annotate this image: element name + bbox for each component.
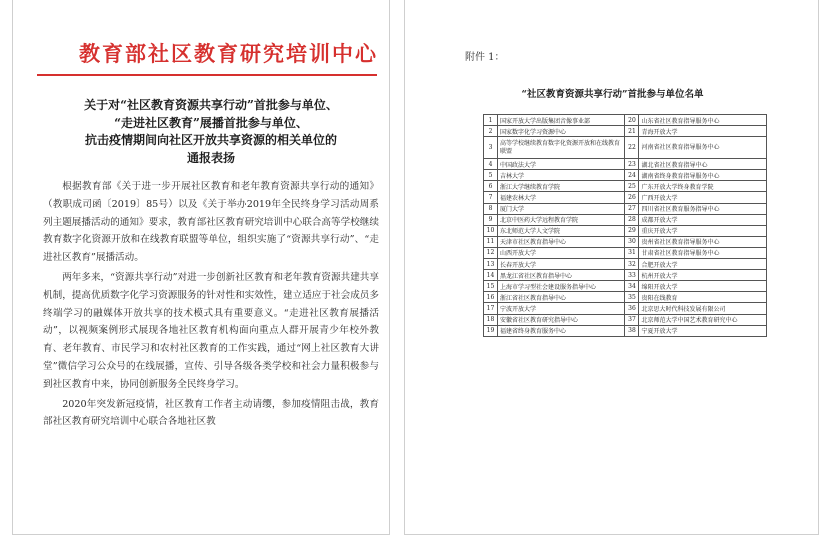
document-page-left [12, 0, 390, 535]
unit-name-cell: 杭州开放大学 [639, 270, 767, 281]
unit-name-cell: 黑龙江省社区教育指导中心 [497, 270, 625, 281]
unit-name-cell: 合肥开放大学 [639, 259, 767, 270]
row-number-cell: 36 [625, 303, 639, 314]
row-number-cell: 21 [625, 126, 639, 137]
unit-name-cell: 浙江大学继续教育学院 [497, 181, 625, 192]
unit-name-cell: 浙江省社区教育指导中心 [497, 292, 625, 303]
table-row [484, 247, 767, 258]
row-number-cell: 28 [625, 214, 639, 225]
title-line: 关于对“社区教育资源共享行动”首批参与单位、 [84, 98, 338, 112]
unit-name-cell: 福建省终身教育服务中心 [497, 325, 625, 336]
row-number-cell: 16 [484, 292, 498, 303]
row-number-cell: 35 [625, 292, 639, 303]
title-line: 通报表扬 [186, 150, 235, 165]
table-row [484, 203, 767, 214]
unit-name-cell: 宁波开放大学 [497, 303, 625, 314]
unit-name-cell: 湖南省终身教育指导服务中心 [639, 170, 767, 181]
row-number-cell: 9 [484, 214, 498, 225]
unit-name-cell: 重庆开放大学 [639, 225, 767, 236]
unit-name-cell: 四川省社区教育服务指导中心 [639, 203, 767, 214]
row-number-cell: 10 [484, 225, 498, 236]
row-number-cell: 6 [484, 181, 498, 192]
row-number-cell: 4 [484, 159, 498, 170]
list-title: “社区教育资源共享行动”首批参与单位名单 [521, 89, 704, 100]
unit-name-cell: 广西开放大学 [639, 192, 767, 203]
body-paragraph: 根据教育部《关于进一步开展社区教育和老年教育资源共享行动的通知》（教职成司函〔2019〕85号）以及《关于举办2019年全民终身学习活动周系列主题展播活动的通知》要求，教育部社区教育研究培训中心联合高等学校继续教育数字化资源开放和在线教育联盟等单位，组织实施了“资源共享行动”、“走进社区教育”展播活动。 [43, 181, 379, 264]
row-number-cell: 23 [625, 159, 639, 170]
unit-name-cell: 安徽省社区教育研究指导中心 [497, 314, 625, 325]
row-number-cell: 32 [625, 259, 639, 270]
body-paragraph: 两年多来，“资源共享行动”对进一步创新社区教育和老年教育资源共建共享机制，提高优质数字化学习资源服务的针对性和实效性，建立适应于社会成员多终端学习的融媒体开放共享的技术模式具有重要意义。“走进社区教育展播活动”，以视频案例形式展现各地社区教育机构面向重点人群开展青少年校外教育、老年教育、市民学习和农村社区教育的工作实践，通过“网上社区教育大讲堂”微信学习公众号的在线展播，宣传、引导各级各类学校和社会力量积极参与到社区教育中来，协同创新服务全民终身学习。 [43, 271, 379, 390]
document-page-right [404, 0, 819, 535]
document-body [43, 178, 379, 431]
unit-name-cell: 北京中医药大学远程教育学院 [497, 214, 625, 225]
annex-label: 附件 1： [465, 52, 505, 63]
row-number-cell: 12 [484, 247, 498, 258]
table-row [484, 137, 767, 159]
table-row [484, 270, 767, 281]
table-row [484, 115, 767, 126]
unit-name-cell: 山东省社区教育指导服务中心 [639, 115, 767, 126]
row-number-cell: 37 [625, 314, 639, 325]
unit-name-cell: 湖北省社区教育指导中心 [639, 159, 767, 170]
table-row [484, 303, 767, 314]
table-row [484, 325, 767, 336]
row-number-cell: 8 [484, 203, 498, 214]
unit-name-cell: 宁夏开放大学 [639, 325, 767, 336]
row-number-cell: 26 [625, 192, 639, 203]
unit-name-cell: 福建农林大学 [497, 192, 625, 203]
row-number-cell: 22 [625, 137, 639, 159]
org-letterhead: 教育部社区教育研究培训中心 [79, 41, 378, 66]
table-row [484, 314, 767, 325]
row-number-cell: 2 [484, 126, 498, 137]
row-number-cell: 11 [484, 236, 498, 247]
table-row [484, 236, 767, 247]
row-number-cell: 31 [625, 247, 639, 258]
unit-name-cell: 上海市学习型社会建设服务指导中心 [497, 281, 625, 292]
unit-name-cell: 国家数字化学习资源中心 [497, 126, 625, 137]
unit-name-cell: 北京师范大学中国艺术教育研究中心 [639, 314, 767, 325]
row-number-cell: 1 [484, 115, 498, 126]
unit-name-cell: 山西开放大学 [497, 247, 625, 258]
unit-name-cell: 成都开放大学 [639, 214, 767, 225]
row-number-cell: 25 [625, 181, 639, 192]
document-title [43, 97, 379, 167]
unit-name-cell: 厦门大学 [497, 203, 625, 214]
table-row [484, 259, 767, 270]
row-number-cell: 14 [484, 270, 498, 281]
row-number-cell: 29 [625, 225, 639, 236]
unit-name-cell: 中国政法大学 [497, 159, 625, 170]
unit-name-cell: 绵阳开放大学 [639, 281, 767, 292]
table-row [484, 170, 767, 181]
row-number-cell: 20 [625, 115, 639, 126]
row-number-cell: 33 [625, 270, 639, 281]
unit-name-cell: 河南省社区教育指导服务中心 [639, 137, 767, 159]
unit-name-cell: 贵州省社区教育指导服务中心 [639, 236, 767, 247]
table-row [484, 181, 767, 192]
table-row [484, 192, 767, 203]
title-line: “走进社区教育”展播首批参与单位、 [114, 115, 308, 130]
red-divider [37, 74, 377, 76]
participant-table [483, 114, 767, 337]
unit-name-cell: 东北师范大学人文学院 [497, 225, 625, 236]
unit-name-cell: 国家开放大学出版集团音像事业部 [497, 115, 625, 126]
table-row [484, 292, 767, 303]
row-number-cell: 17 [484, 303, 498, 314]
unit-name-cell: 吉林大学 [497, 170, 625, 181]
table-row [484, 159, 767, 170]
row-number-cell: 18 [484, 314, 498, 325]
unit-name-cell: 天津市社区教育指导中心 [497, 236, 625, 247]
row-number-cell: 38 [625, 325, 639, 336]
unit-name-cell: 青海开放大学 [639, 126, 767, 137]
table-row [484, 281, 767, 292]
row-number-cell: 30 [625, 236, 639, 247]
row-number-cell: 19 [484, 325, 498, 336]
unit-name-cell: 北京思大时代科技发展有限公司 [639, 303, 767, 314]
row-number-cell: 34 [625, 281, 639, 292]
unit-name-cell: 长春开放大学 [497, 259, 625, 270]
row-number-cell: 24 [625, 170, 639, 181]
table-row [484, 214, 767, 225]
unit-name-cell: 甘肃省社区教育指导服务中心 [639, 247, 767, 258]
row-number-cell: 3 [484, 137, 498, 159]
table-row [484, 225, 767, 236]
row-number-cell: 15 [484, 281, 498, 292]
unit-name-cell: 高等学校继续教育数字化资源开放和在线教育联盟 [497, 137, 625, 159]
row-number-cell: 5 [484, 170, 498, 181]
unit-name-cell: 广东开放大学终身教育学院 [639, 181, 767, 192]
row-number-cell: 13 [484, 259, 498, 270]
table-row [484, 126, 767, 137]
unit-name-cell: 贵阳在线教育 [639, 292, 767, 303]
row-number-cell: 27 [625, 203, 639, 214]
title-line: 抗击疫情期间向社区开放共享资源的相关单位的 [84, 133, 337, 147]
body-paragraph: 2020年突发新冠疫情，社区教育工作者主动请缨，参加疫情阻击战，教育部社区教育研究培训中心联合各地社区教 [43, 398, 379, 428]
row-number-cell: 7 [484, 192, 498, 203]
